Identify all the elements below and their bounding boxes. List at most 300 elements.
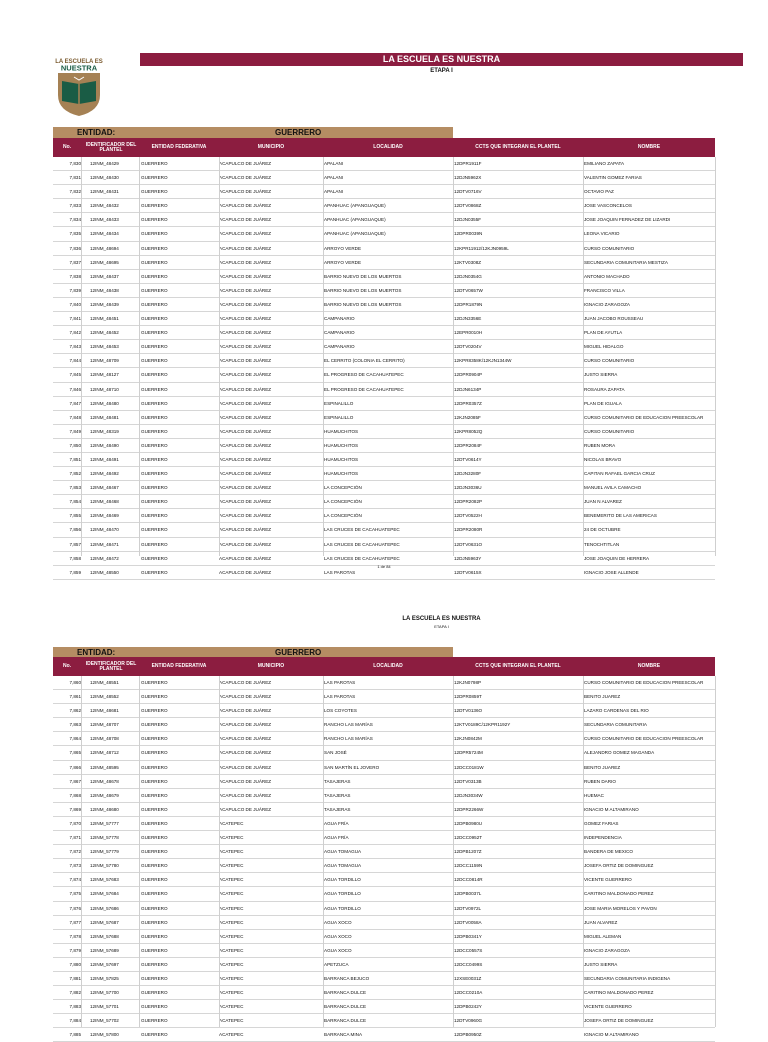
table-row <box>53 930 715 944</box>
cell-identificador: 12INM_48433 <box>90 217 119 223</box>
table-row <box>53 453 715 467</box>
cell-nombre: JUAN N ALVAREZ <box>584 499 622 505</box>
cell-nombre: HUEMAC <box>584 792 604 798</box>
cell-nombre: GOMEZ FARIAS <box>584 820 619 826</box>
cell-identificador: 12INM_48471 <box>90 541 119 547</box>
cell-no: 7,861 <box>69 694 81 700</box>
cell-entidad: GUERRERO <box>141 316 168 322</box>
cell-municipio: ACAPULCO DE JUÁREZ <box>219 231 272 237</box>
cell-municipio: ACATEPEC <box>219 835 244 841</box>
cell-nombre: NICOLAS BRAVO <box>584 456 622 462</box>
cell-ccts: 12DTV0716V <box>454 189 482 195</box>
cell-localidad: HUAMUCHITOS <box>324 471 359 477</box>
table-row <box>53 944 715 958</box>
cell-localidad: EL CERRITO (COLONIA EL CERRITO) <box>324 358 405 364</box>
cell-no: 7,853 <box>69 485 81 491</box>
cell-municipio: ACAPULCO DE JUÁREZ <box>219 792 272 798</box>
cell-ccts: 12DPB0980U <box>454 820 483 826</box>
cell-localidad: SAN JOSÉ <box>324 750 347 756</box>
cell-municipio: ACAPULCO DE JUÁREZ <box>219 722 272 728</box>
cell-localidad: LAS CRUCES DE CACAHUATEPEC <box>324 541 400 547</box>
cell-nombre: ANTONIO MACHADO <box>584 273 630 279</box>
cell-municipio: ACAPULCO DE JUÁREZ <box>219 245 272 251</box>
cell-localidad: APANHUAC (APANGUAQUE) <box>324 217 386 223</box>
table-row <box>53 958 715 972</box>
cell-no: 7,860 <box>69 680 81 685</box>
cell-municipio: ACAPULCO DE JUÁREZ <box>219 764 272 770</box>
cell-identificador: 12INM_48490 <box>90 442 119 448</box>
cell-ccts: 12KTV0189C/12KPR1192Y <box>454 722 511 728</box>
cell-municipio: ACAPULCO DE JUÁREZ <box>219 527 272 533</box>
cell-identificador: 12INM_48491 <box>90 456 119 462</box>
cell-localidad: AGUA TORDILLO <box>324 891 361 897</box>
table-header-page-2 <box>53 657 715 676</box>
cell-no: 7,854 <box>69 499 81 505</box>
cell-entidad: GUERRERO <box>141 386 168 392</box>
cell-municipio: ACAPULCO DE JUÁREZ <box>219 414 272 420</box>
cell-no: 7,883 <box>69 1004 81 1010</box>
cell-municipio: ACAPULCO DE JUÁREZ <box>219 499 272 505</box>
cell-nombre: ROSAURA ZAPATA <box>584 386 625 392</box>
cell-municipio: ACAPULCO DE JUÁREZ <box>219 175 272 181</box>
column-divider <box>453 676 454 1027</box>
cell-municipio: ACATEPEC <box>219 877 244 883</box>
cell-localidad: APANHUAC (APANGUAQUE) <box>324 203 386 209</box>
cell-no: 7,836 <box>69 245 81 251</box>
cell-municipio: ACATEPEC <box>219 1032 244 1038</box>
cell-identificador: 12INM_48319 <box>90 428 119 434</box>
svg-text:LA ESCUELA ES: LA ESCUELA ES <box>55 59 103 65</box>
cell-nombre: CURSO COMUNITARIO DE EDUCACION PREESCOLAR <box>584 414 704 420</box>
cell-ccts: 12DPR0859T <box>454 694 482 700</box>
cell-nombre: TENOCHTITLAN <box>584 541 620 547</box>
cell-municipio: ACAPULCO DE JUÁREZ <box>219 736 272 742</box>
table-row <box>53 845 715 859</box>
header-municipio: MUNICIPIO <box>257 144 285 150</box>
cell-entidad: GUERRERO <box>141 301 168 307</box>
header-entidad-federativa: ENTIDAD FEDERATIVA <box>151 663 207 669</box>
cell-entidad: GUERRERO <box>141 891 168 897</box>
svg-text:NUESTRA: NUESTRA <box>60 63 98 73</box>
cell-no: 7,852 <box>69 471 81 477</box>
cell-identificador: 12INM_48430 <box>90 175 119 181</box>
table-row <box>53 368 715 382</box>
cell-municipio: ACAPULCO DE JUÁREZ <box>219 400 272 406</box>
cell-no: 7,865 <box>69 750 81 756</box>
cell-ccts: 12DTV0631O <box>454 541 483 547</box>
table-row <box>53 986 715 1000</box>
cell-entidad: GUERRERO <box>141 792 168 798</box>
cell-no: 7,837 <box>69 259 81 265</box>
cell-no: 7,855 <box>69 513 81 519</box>
cell-nombre: JOSE JOAQUIN FERNADEZ DE LIZARDI <box>584 217 671 223</box>
cell-entidad: GUERRERO <box>141 287 168 293</box>
entidad-value: GUERRERO <box>275 648 322 657</box>
cell-localidad: AGUA XOCO <box>324 933 352 939</box>
cell-no: 7,845 <box>69 372 81 378</box>
table-row <box>53 185 715 199</box>
cell-identificador: 12INM_48678 <box>90 778 119 784</box>
column-divider <box>583 157 584 556</box>
table-row <box>53 227 715 241</box>
table-row <box>53 523 715 537</box>
cell-identificador: 12INM_57689 <box>90 947 119 953</box>
cell-entidad: GUERRERO <box>141 273 168 279</box>
cell-entidad: GUERRERO <box>141 400 168 406</box>
table-row <box>53 340 715 354</box>
cell-entidad: GUERRERO <box>141 161 168 166</box>
cell-localidad: HUAMUCHITOS <box>324 428 359 434</box>
cell-localidad: BARRIO NUEVO DE LOS MUERTOS <box>324 273 402 279</box>
cell-no: 7,872 <box>69 849 81 855</box>
table-row <box>53 354 715 368</box>
cell-entidad: GUERRERO <box>141 203 168 209</box>
table-row <box>53 676 715 690</box>
cell-localidad: AGUA TORDILLO <box>324 877 361 883</box>
column-divider <box>323 157 324 556</box>
cell-entidad: GUERRERO <box>141 877 168 883</box>
cell-nombre: JUAN JACOBO ROUSSEAU <box>584 316 644 322</box>
cell-nombre: INDEPENDENCIA <box>584 835 622 841</box>
cell-ccts: 12DPB0037L <box>454 891 482 897</box>
cell-localidad: LAS PAROTAS <box>324 694 356 700</box>
cell-identificador: 12INM_57800 <box>90 1032 119 1038</box>
cell-entidad: GUERRERO <box>141 905 168 911</box>
cell-nombre: RUBEN DARIO <box>584 778 616 784</box>
header-no: No. <box>62 663 72 669</box>
cell-municipio: ACATEPEC <box>219 933 244 939</box>
cell-localidad: BARRANCA DULCE <box>324 990 367 996</box>
cell-no: 7,867 <box>69 778 81 784</box>
entidad-label: ENTIDAD: <box>77 128 116 137</box>
table-row <box>53 1014 715 1028</box>
cell-municipio: ACATEPEC <box>219 975 244 981</box>
cell-nombre: JUSTO SIERRA <box>584 961 618 967</box>
cell-municipio: ACAPULCO DE JUÁREZ <box>219 750 272 756</box>
header-ccts: CCTS QUE INTEGRAN EL PLANTEL <box>475 663 561 669</box>
cell-nombre: BENITO JUAREZ <box>584 764 621 770</box>
page-number: 1 de 84 <box>377 564 391 569</box>
document-title-banner: LA ESCUELA ES NUESTRA <box>140 53 743 66</box>
cell-localidad: AGUA TOMAGUA <box>324 863 362 869</box>
cell-municipio: ACATEPEC <box>219 1004 244 1010</box>
cell-localidad: HUAMUCHITOS <box>324 456 359 462</box>
cell-localidad: EL PROGRESO DE CACAHUATEPEC <box>324 372 404 378</box>
cell-municipio: ACAPULCO DE JUÁREZ <box>219 513 272 519</box>
cell-entidad: GUERRERO <box>141 442 168 448</box>
cell-no: 7,850 <box>69 442 81 448</box>
cell-entidad: GUERRERO <box>141 849 168 855</box>
cell-localidad: CAMPANARIO <box>324 344 355 350</box>
cell-nombre: MANUEL AVILA CAMACHO <box>584 485 642 491</box>
cell-ccts: 12EPR0010H <box>454 330 483 336</box>
table-header <box>53 138 715 157</box>
table-row <box>53 732 715 746</box>
cell-municipio: ACAPULCO DE JUÁREZ <box>219 386 272 392</box>
cell-municipio: ACAPULCO DE JUÁREZ <box>219 806 272 812</box>
cell-localidad: RANCHO LAS MARÍAS <box>324 736 373 742</box>
cell-no: 7,878 <box>69 933 81 939</box>
header-no: No. <box>62 144 72 150</box>
cell-no: 7,835 <box>69 231 81 237</box>
cell-ccts: 12DPR2082P <box>454 499 483 505</box>
cell-identificador: 12INM_57702 <box>90 1018 119 1024</box>
cell-nombre: CAPITAN RAFAEL GARCIA CRUZ <box>584 471 655 477</box>
cell-nombre: MIGUEL ALEMAN <box>584 933 622 939</box>
cell-entidad: GUERRERO <box>141 189 168 195</box>
cell-entidad: GUERRERO <box>141 259 168 265</box>
entidad-label: ENTIDAD: <box>77 648 116 657</box>
cell-identificador: 12INM_48550 <box>90 569 119 575</box>
cell-no: 7,882 <box>69 990 81 996</box>
table-body-page-2 <box>53 676 715 1042</box>
cell-no: 7,830 <box>69 161 81 166</box>
cell-nombre: IGNACIO ZARAGOZA <box>584 947 630 953</box>
cell-ccts: 12KJN2085F <box>454 414 481 420</box>
cell-nombre: CURSO COMUNITARIO <box>584 428 635 434</box>
cell-no: 7,856 <box>69 527 81 533</box>
table-row <box>53 157 715 171</box>
cell-localidad: AGUA XOCO <box>324 919 352 925</box>
cell-localidad: HUAMUCHITOS <box>324 442 359 448</box>
column-divider <box>81 157 82 556</box>
cell-municipio: ACAPULCO DE JUÁREZ <box>219 203 272 209</box>
cell-localidad: CAMPANARIO <box>324 330 355 336</box>
la-escuela-es-nuestra-logo <box>52 55 106 117</box>
cell-no: 7,847 <box>69 400 81 406</box>
cell-entidad: GUERRERO <box>141 750 168 756</box>
cell-municipio: ACATEPEC <box>219 990 244 996</box>
column-divider <box>715 676 716 1027</box>
cell-identificador: 12INM_48551 <box>90 680 119 685</box>
cell-no: 7,833 <box>69 203 81 209</box>
cell-no: 7,879 <box>69 947 81 953</box>
cell-entidad: GUERRERO <box>141 344 168 350</box>
cell-entidad: GUERRERO <box>141 330 168 336</box>
table-row <box>53 831 715 845</box>
cell-localidad: BARRANCA BEJUCO <box>324 975 370 981</box>
cell-identificador: 12INM_57779 <box>90 849 119 855</box>
cell-ccts: 12DPB1207Z <box>454 849 482 855</box>
cell-localidad: LAS PAROTAS <box>324 569 356 575</box>
cell-localidad: ARROYO VERDE <box>324 259 362 265</box>
cell-nombre: JOSE MARIA MORELOS Y PAVON <box>584 905 657 911</box>
cell-no: 7,858 <box>69 555 81 561</box>
cell-identificador: 12INM_57777 <box>90 820 119 826</box>
cell-municipio: ACATEPEC <box>219 891 244 897</box>
cell-localidad: BARRANCA DULCE <box>324 1004 367 1010</box>
cell-entidad: GUERRERO <box>141 358 168 364</box>
cell-ccts: 12DPB0950Z <box>454 1032 482 1038</box>
cell-ccts: 12DCC0952T <box>454 835 483 841</box>
cell-no: 7,844 <box>69 358 81 364</box>
cell-entidad: GUERRERO <box>141 764 168 770</box>
header-localidad: LOCALIDAD <box>373 144 403 150</box>
page-2-title: LA ESCUELA ES NUESTRA <box>402 616 481 622</box>
cell-entidad: GUERRERO <box>141 1004 168 1010</box>
cell-ccts: 12DTV0204V <box>454 344 482 350</box>
table-row <box>53 817 715 831</box>
cell-nombre: CARITINO MALDONADO PEREZ <box>584 891 654 897</box>
table-row <box>53 411 715 425</box>
cell-localidad: BARRANCA DULCE <box>324 1018 367 1024</box>
cell-nombre: EMILIANO ZAPATA <box>584 161 625 166</box>
cell-no: 7,831 <box>69 175 81 181</box>
cell-no: 7,885 <box>69 1032 81 1038</box>
document-page-2 <box>0 575 768 1038</box>
cell-ccts: 12DCC1159N <box>454 863 483 869</box>
cell-no: 7,840 <box>69 301 81 307</box>
cell-no: 7,874 <box>69 877 81 883</box>
cell-no: 7,838 <box>69 273 81 279</box>
cell-municipio: ACAPULCO DE JUÁREZ <box>219 694 272 700</box>
cell-ccts: 12DPR5724M <box>454 750 483 756</box>
cell-municipio: ACAPULCO DE JUÁREZ <box>219 189 272 195</box>
cell-nombre: FRANCISCO VILLA <box>584 287 625 293</box>
cell-nombre: PLAN DE IGUALA <box>584 400 622 406</box>
cell-nombre: JOSE VASCONCELOS <box>584 203 632 209</box>
entidad-value: GUERRERO <box>275 128 322 137</box>
cell-no: 7,834 <box>69 217 81 223</box>
table-row <box>53 761 715 775</box>
cell-localidad: BARRIO NUEVO DE LOS MUERTOS <box>324 301 402 307</box>
table-row <box>53 1000 715 1014</box>
cell-nombre: OCTAVIO PAZ <box>584 189 614 195</box>
cell-identificador: 12INM_48552 <box>90 694 119 700</box>
header-ccts: CCTS QUE INTEGRAN EL PLANTEL <box>475 144 561 150</box>
cell-localidad: TASAJERAS <box>324 806 351 812</box>
column-divider <box>81 676 82 1027</box>
table-row <box>53 789 715 803</box>
cell-localidad: APALANI <box>324 175 344 181</box>
cell-identificador: 12INM_48468 <box>90 499 119 505</box>
cell-ccts: 12DPR1879N <box>454 301 483 307</box>
table-row <box>53 859 715 873</box>
cell-entidad: GUERRERO <box>141 919 168 925</box>
cell-entidad: GUERRERO <box>141 1018 168 1024</box>
cell-municipio: ACATEPEC <box>219 961 244 967</box>
cell-ccts: 12DJN0354G <box>454 273 482 279</box>
cell-identificador: 12INM_48707 <box>90 722 119 728</box>
cell-localidad: LOS COYOTES <box>324 708 357 714</box>
cell-nombre: LAZARO CARDENAS DEL RIO <box>584 708 649 714</box>
cell-municipio: ACAPULCO DE JUÁREZ <box>219 541 272 547</box>
cell-ccts: 12DPR1911F <box>454 161 482 166</box>
cell-localidad: LA CONCEPCIÓN <box>324 485 362 491</box>
table-row <box>53 171 715 185</box>
cell-municipio: ACAPULCO DE JUÁREZ <box>219 569 272 575</box>
cell-identificador: 12INM_48429 <box>90 161 119 166</box>
cell-no: 7,870 <box>69 820 81 826</box>
cell-nombre: LEONA VICARIO <box>584 231 620 237</box>
cell-ccts: 12DJN0355F <box>454 217 482 223</box>
cell-identificador: 12INM_48695 <box>90 259 119 265</box>
cell-localidad: AGUA TORDILLO <box>324 905 361 911</box>
cell-municipio: ACAPULCO DE JUÁREZ <box>219 442 272 448</box>
cell-entidad: GUERRERO <box>141 975 168 981</box>
cell-municipio: ACAPULCO DE JUÁREZ <box>219 680 272 685</box>
cell-no: 7,839 <box>69 287 81 293</box>
column-divider <box>139 676 140 1027</box>
cell-identificador: 12INM_48470 <box>90 527 119 533</box>
page-2-subtitle: ETAPA I <box>434 624 449 629</box>
cell-ccts: 12DPB0242Y <box>454 1004 482 1010</box>
cell-localidad: RANCHO LAS MARÍAS <box>324 722 373 728</box>
cell-ccts: 12DTV0972L <box>454 905 482 911</box>
table-row <box>53 873 715 887</box>
cell-identificador: 12INM_57688 <box>90 933 119 939</box>
cell-identificador: 12INM_48434 <box>90 231 119 237</box>
cell-identificador: 12INM_48712 <box>90 750 119 756</box>
header-identificador: IDENTIFICADOR DEL PLANTEL <box>85 141 137 153</box>
cell-no: 7,851 <box>69 456 81 462</box>
cell-entidad: GUERRERO <box>141 414 168 420</box>
cell-no: 7,846 <box>69 386 81 392</box>
cell-localidad: ESPINALILLO <box>324 400 354 406</box>
table-row <box>53 312 715 326</box>
entidad-bar <box>53 127 453 138</box>
cell-nombre: SECUNDARIA COMUNITARIA MESTIZA <box>584 259 668 265</box>
cell-municipio: ACAPULCO DE JUÁREZ <box>219 287 272 293</box>
header-identificador: IDENTIFICADOR DEL PLANTEL <box>85 660 137 672</box>
cell-identificador: 12INM_57700 <box>90 990 119 996</box>
cell-entidad: GUERRERO <box>141 245 168 251</box>
cell-identificador: 12INM_48481 <box>90 414 119 420</box>
cell-entidad: GUERRERO <box>141 947 168 953</box>
cell-nombre: 24 DE OCTUBRE <box>584 527 621 533</box>
column-divider <box>139 157 140 556</box>
cell-municipio: ACAPULCO DE JUÁREZ <box>219 330 272 336</box>
cell-no: 7,876 <box>69 905 81 911</box>
header-localidad: LOCALIDAD <box>373 663 403 669</box>
cell-ccts: 12XSE0031Z <box>454 975 482 981</box>
cell-ccts: 12DTV0868Z <box>454 203 482 209</box>
cell-ccts: 12DTV0960G <box>454 1018 483 1024</box>
cell-entidad: GUERRERO <box>141 217 168 223</box>
cell-entidad: GUERRERO <box>141 820 168 826</box>
cell-entidad: GUERRERO <box>141 541 168 547</box>
cell-municipio: ACATEPEC <box>219 863 244 869</box>
cell-municipio: ACAPULCO DE JUÁREZ <box>219 372 272 378</box>
cell-ccts: 12DJN3034W <box>454 792 483 798</box>
cell-entidad: GUERRERO <box>141 372 168 378</box>
cell-entidad: GUERRERO <box>141 722 168 728</box>
cell-identificador: 12INM_48710 <box>90 386 119 392</box>
table-row <box>53 298 715 312</box>
cell-no: 7,841 <box>69 316 81 322</box>
cell-ccts: 12DTV0136O <box>454 708 483 714</box>
cell-nombre: CURSO COMUNITARIO DE EDUCACION PREESCOLAR <box>584 736 704 742</box>
cell-entidad: GUERRERO <box>141 485 168 491</box>
cell-municipio: ACAPULCO DE JUÁREZ <box>219 273 272 279</box>
cell-entidad: GUERRERO <box>141 933 168 939</box>
cell-localidad: SAN MARTÍN EL JOVERO <box>324 764 380 770</box>
cell-ccts: 12DPR2084F <box>454 442 482 448</box>
cell-identificador: 12INM_48467 <box>90 485 119 491</box>
cell-identificador: 12INM_48439 <box>90 301 119 307</box>
column-divider <box>453 157 454 556</box>
table-body-page-1 <box>53 157 715 580</box>
cell-ccts: 12KJN0842M <box>454 736 482 742</box>
cell-nombre: BENEMERITO DE LAS AMERICAS <box>584 513 657 519</box>
cell-nombre: BANDERA DE MEXICO <box>584 849 634 855</box>
cell-entidad: GUERRERO <box>141 778 168 784</box>
column-divider <box>219 676 220 1027</box>
cell-entidad: GUERRERO <box>141 499 168 505</box>
cell-identificador: 12INM_48432 <box>90 203 119 209</box>
cell-no: 7,864 <box>69 736 81 742</box>
cell-ccts: 12DTV0614Y <box>454 456 482 462</box>
